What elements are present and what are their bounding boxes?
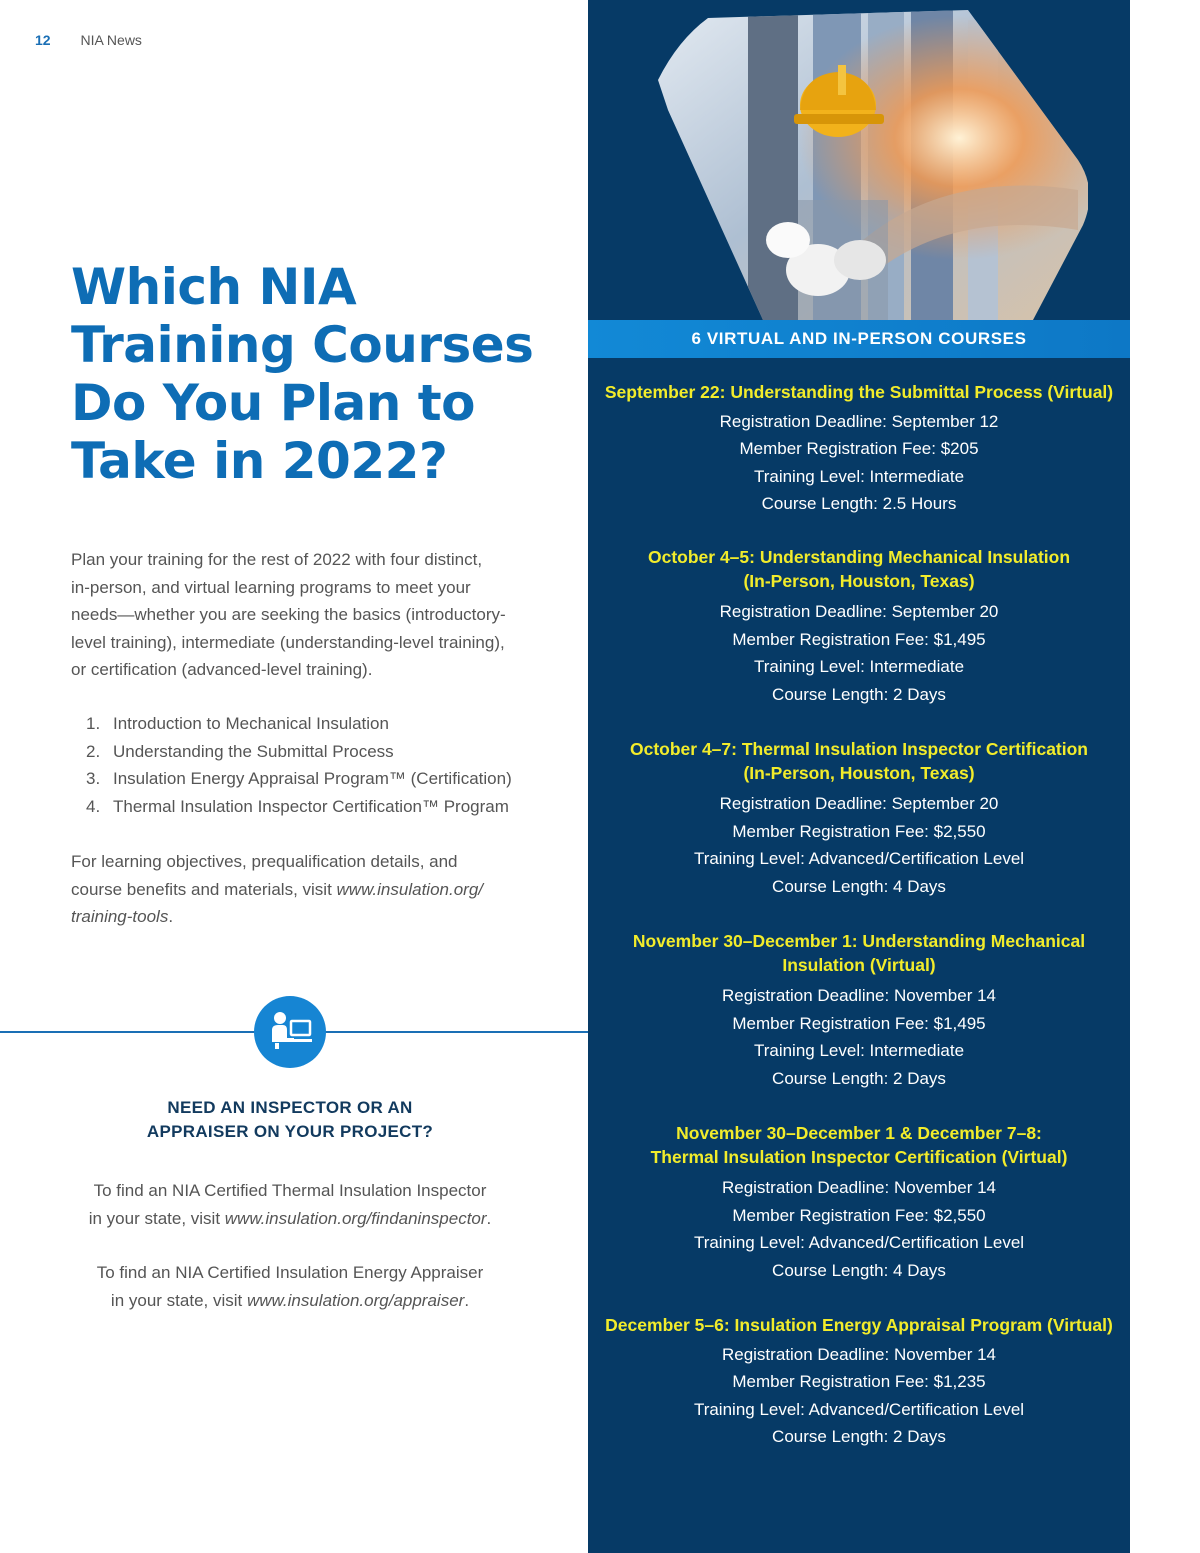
- course-details: Registration Deadline: November 14 Member Registration Fee: $1,495 Training Level: Intermediate Course Length: 2 Days: [721, 986, 997, 1088]
- course-title: September 22: Understanding the Submittal Process (Virtual): [604, 382, 1114, 402]
- publication-name: NIA News: [80, 32, 142, 48]
- course-title: December 5–6: Insulation Energy Appraisal Program (Virtual): [605, 1315, 1113, 1335]
- courses-banner: 6 VIRTUAL AND IN-PERSON COURSES: [588, 320, 1130, 358]
- list-item: 2. Understanding the Submittal Process: [86, 741, 394, 761]
- course-title: November 30–December 1 & December 7–8: Thermal Insulation Inspector Certification (Virtual): [650, 1123, 1068, 1167]
- course-item: [588, 546, 1130, 708]
- course-title: October 4–7: Thermal Insulation Inspector Certification (In-Person, Houston, Texas): [629, 739, 1088, 783]
- course-item: [588, 738, 1130, 900]
- find-inspector-text: To find an NIA Certified Thermal Insulation Inspector in your state, visit www.insulation.org/findaninspector.: [88, 1181, 492, 1228]
- list-item: 4. Thermal Insulation Inspector Certification™ Program: [86, 796, 509, 816]
- course-title: November 30–December 1: Understanding Mechanical Insulation (Virtual): [632, 931, 1086, 975]
- inspector-heading: NEED AN INSPECTOR OR AN APPRAISER ON YOUR PROJECT?: [146, 1098, 434, 1141]
- page-title: Which NIA Training Courses Do You Plan to Take in 2022?: [71, 258, 534, 490]
- training-tools-link[interactable]: www.insulation.org/: [336, 879, 483, 899]
- find-inspector-link[interactable]: www.insulation.org/findaninspector: [224, 1208, 487, 1228]
- list-item: 3. Insulation Energy Appraisal Program™ (Certification): [86, 769, 512, 788]
- training-tools-link-cont[interactable]: training-tools: [71, 907, 169, 926]
- course-details: Registration Deadline: September 12 Member Registration Fee: $205 Training Level: Intermediate Course Length: 2.5 Hours: [719, 411, 999, 513]
- page-number: 12: [35, 32, 51, 48]
- find-appraiser-link[interactable]: www.insulation.org/appraiser: [246, 1290, 465, 1310]
- course-item: [588, 930, 1130, 1092]
- page-header: [35, 32, 142, 48]
- person-at-computer-icon: [254, 996, 326, 1068]
- course-details: Registration Deadline: November 14 Member Registration Fee: $1,235 Training Level: Advanced/Certification Level Course Length: 2 Days: [693, 1344, 1025, 1446]
- course-details: Registration Deadline: September 20 Member Registration Fee: $2,550 Training Level: Advanced/Certification Level Course Length: 4 Days: [693, 794, 1025, 896]
- course-item: [588, 1122, 1130, 1284]
- course-item: [588, 381, 1130, 518]
- find-appraiser-text: To find an NIA Certified Insulation Energy Appraiser in your state, visit www.insulation.org/appraiser.: [96, 1263, 484, 1310]
- more-info-paragraph: For learning objectives, prequalification details, and course benefits and materials, visit www.insulation.org/ training-tools.: [71, 852, 483, 926]
- course-details: Registration Deadline: September 20 Member Registration Fee: $1,495 Training Level: Intermediate Course Length: 2 Days: [719, 602, 999, 704]
- program-list: [71, 710, 541, 820]
- courses-panel: [588, 0, 1130, 1553]
- intro-paragraph: Plan your training for the rest of 2022 with four distinct, in-person, and virtual learning programs to meet your needs—whether you are seeking the basics (introductory- level training), intermediate (understanding-level training), or certification (advanced-level training).: [71, 550, 506, 679]
- course-details: Registration Deadline: November 14 Member Registration Fee: $2,550 Training Level: Advanced/Certification Level Course Length: 4 Days: [693, 1178, 1025, 1280]
- course-title: October 4–5: Understanding Mechanical Insulation (In-Person, Houston, Texas): [647, 547, 1071, 591]
- construction-worker-image: [628, 0, 1088, 320]
- course-item: [588, 1314, 1130, 1451]
- list-item: 1. Introduction to Mechanical Insulation: [86, 714, 389, 733]
